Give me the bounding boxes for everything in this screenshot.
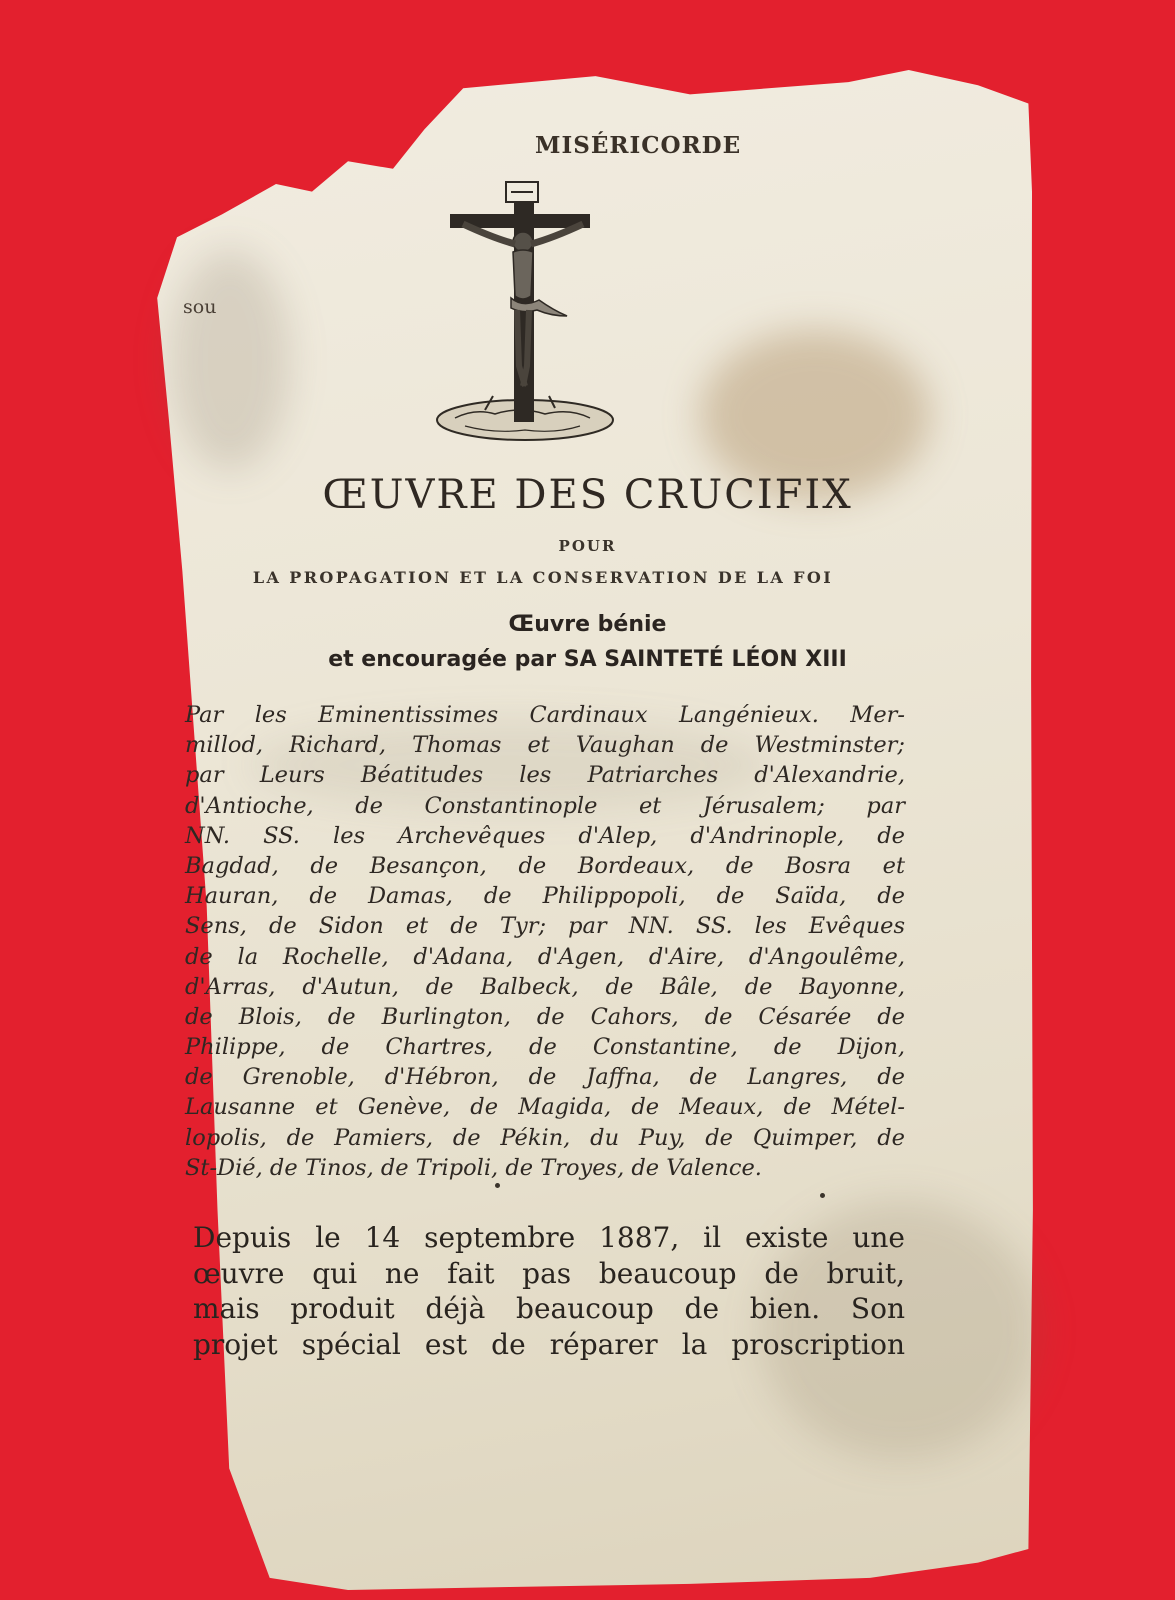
endorsement-paragraph <box>185 700 905 1183</box>
endorsement-line: Bagdad, de Besançon, de Bordeaux, de Bosra et <box>185 852 905 879</box>
ornament-dot <box>820 1193 825 1198</box>
endorsement-line: Lausanne et Genève, de Magida, de Meaux, de Métel- <box>185 1094 905 1121</box>
body-line: œuvre qui ne fait pas beaucoup de bruit, <box>193 1256 905 1290</box>
pour-label: POUR <box>558 537 617 555</box>
endorsement-line: Hauran, de Damas, de Philippopoli, de Saïda, de <box>185 883 905 910</box>
ornament-dot <box>495 1183 500 1188</box>
endorsement-line: Philippe, de Chartres, de Constantine, de Dijon, <box>185 1034 905 1061</box>
encouraged-line: et encouragée par SA SAINTETÉ LÉON XIII <box>328 647 847 672</box>
body-line: mais produit déjà beaucoup de bien. Son <box>193 1292 905 1325</box>
blessed-line: Œuvre bénie <box>508 612 667 637</box>
endorsement-line: de Grenoble, d'Hébron, de Jaffna, de Langres, de <box>185 1064 905 1091</box>
crucifix-illustration <box>425 180 625 450</box>
endorsement-line: de Blois, de Burlington, de Cahors, de Césarée de <box>185 1003 905 1030</box>
document-subtitle: LA PROPAGATION ET LA CONSERVATION DE LA FOI <box>252 568 834 587</box>
document-title: ŒUVRE DES CRUCIFIX <box>322 472 853 518</box>
top-heading: MISÉRICORDE <box>535 132 742 159</box>
endorsement-line: de la Rochelle, d'Adana, d'Agen, d'Aire, d'Angoulême, <box>185 943 905 970</box>
body-line: projet spécial est de réparer la proscription <box>193 1327 905 1361</box>
endorsement-line: d'Antioche, de Constantinople et Jérusalem; par <box>185 792 905 819</box>
endorsement-line: lopolis, de Pamiers, de Pékin, du Puy, de Quimper, de <box>185 1124 905 1151</box>
body-line: Depuis le 14 septembre 1887, il existe une <box>193 1221 905 1254</box>
endorsement-line: Sens, de Sidon et de Tyr; par NN. SS. les Evêques <box>185 913 905 940</box>
endorsement-line: millod, Richard, Thomas et Vaughan de Westminster; <box>185 732 905 759</box>
endorsement-line: par Leurs Béatitudes les Patriarches d'Alexandrie, <box>185 762 905 789</box>
torn-fragment-text: sou <box>183 296 217 318</box>
endorsement-line: Par les Eminentissimes Cardinaux Langénieux. Mer- <box>185 702 905 728</box>
body-paragraph <box>193 1220 905 1362</box>
endorsement-line: d'Arras, d'Autun, de Balbeck, de Bâle, de Bayonne, <box>185 973 905 1000</box>
endorsement-line: NN. SS. les Archevêques d'Alep, d'Andrinople, de <box>185 822 905 849</box>
endorsement-line: St-Dié, de Tinos, de Tripoli, de Troyes, de Valence. <box>185 1154 762 1181</box>
stain <box>170 250 290 470</box>
